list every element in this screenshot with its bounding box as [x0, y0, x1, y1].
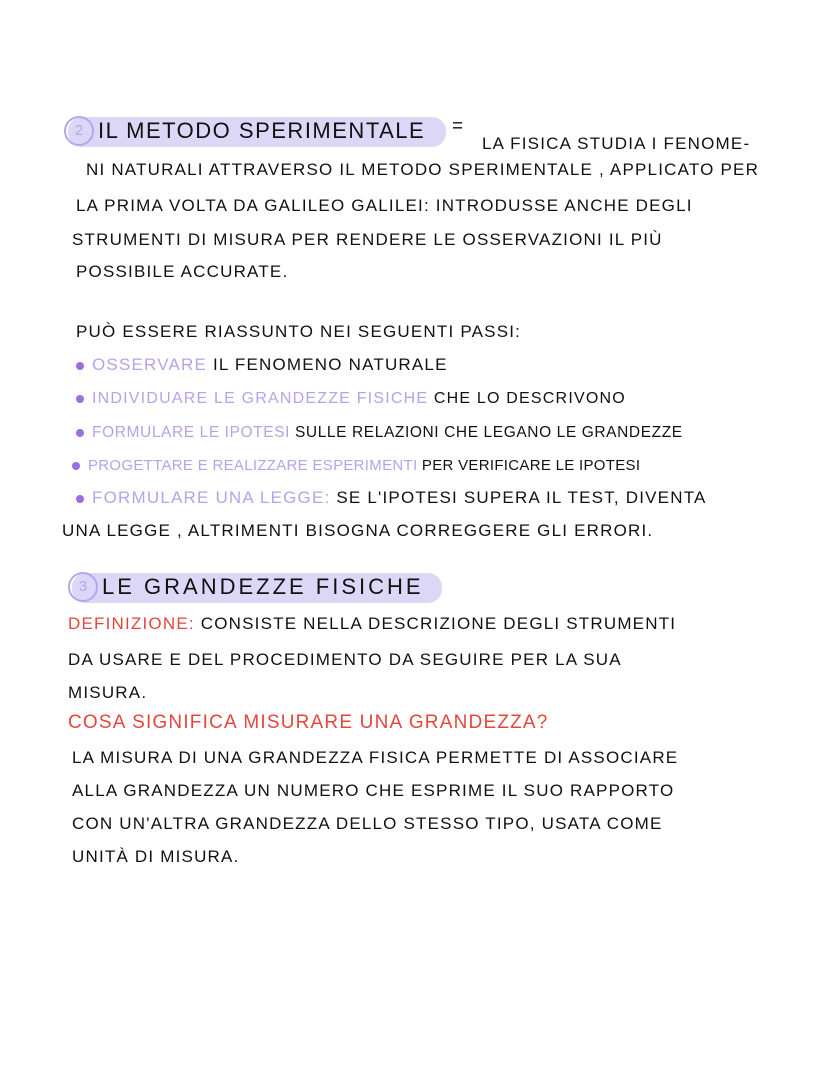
intro-line: NI NATURALI ATTRAVERSO IL METODO SPERIMENTALE , APPLICATO PER — [86, 160, 760, 179]
bullet-icon — [76, 395, 84, 403]
section-3-number: 3 — [68, 572, 98, 602]
definition-line: DA USARE E DEL PROCEDIMENTO DA SEGUIRE PER LA SUA — [68, 650, 622, 669]
equals-sign: = — [452, 116, 465, 137]
step-item: FORMULARE LE IPOTESI SULLE RELAZIONI CHE LEGANO LE GRANDEZZE — [76, 424, 683, 442]
bullet-icon — [76, 429, 84, 437]
intro-line: POSSIBILE ACCURATE. — [76, 262, 289, 281]
step-item: OSSERVARE IL FENOMENO NATURALE — [76, 355, 448, 375]
step-item: PROGETTARE E REALIZZARE ESPERIMENTI PER VERIFICARE LE IPOTESI — [72, 457, 640, 474]
answer-line: CON UN'ALTRA GRANDEZZA DELLO STESSO TIPO, USATA COME — [72, 814, 663, 833]
question-heading: COSA SIGNIFICA MISURARE UNA GRANDEZZA? — [68, 712, 549, 733]
bullet-icon — [76, 495, 84, 503]
step-item: FORMULARE UNA LEGGE: SE L'IPOTESI SUPERA IL TEST, DIVENTA — [76, 488, 707, 508]
answer-line: LA MISURA DI UNA GRANDEZZA FISICA PERMETTE DI ASSOCIARE — [72, 748, 679, 767]
section-3-title: LE GRANDEZZE FISICHE — [102, 574, 424, 599]
answer-line: UNITÀ DI MISURA. — [72, 847, 240, 866]
steps-intro: PUÒ ESSERE RIASSUNTO NEI SEGUENTI PASSI: — [76, 322, 522, 341]
steps-tail: UNA LEGGE , ALTRIMENTI BISOGNA CORREGGERE GLI ERRORI. — [62, 521, 654, 540]
section-2-number: 2 — [64, 116, 94, 146]
bullet-icon — [76, 362, 84, 370]
definition-label: DEFINIZIONE: — [68, 614, 195, 633]
definition-line: DEFINIZIONE: CONSISTE NELLA DESCRIZIONE DEGLI STRUMENTI — [68, 614, 677, 633]
intro-line: LA FISICA STUDIA I FENOME- — [482, 134, 751, 153]
bullet-icon — [72, 462, 80, 470]
section-2-title: IL METODO SPERIMENTALE — [98, 118, 426, 143]
intro-line: LA PRIMA VOLTA DA GALILEO GALILEI: INTRODUSSE ANCHE DEGLI — [76, 196, 693, 215]
answer-line: ALLA GRANDEZZA UN NUMERO CHE ESPRIME IL SUO RAPPORTO — [72, 781, 675, 800]
step-item: INDIVIDUARE LE GRANDEZZE FISICHE CHE LO DESCRIVONO — [76, 390, 626, 408]
definition-line: MISURA. — [68, 683, 148, 702]
intro-line: STRUMENTI DI MISURA PER RENDERE LE OSSERVAZIONI IL PIÙ — [72, 230, 663, 249]
